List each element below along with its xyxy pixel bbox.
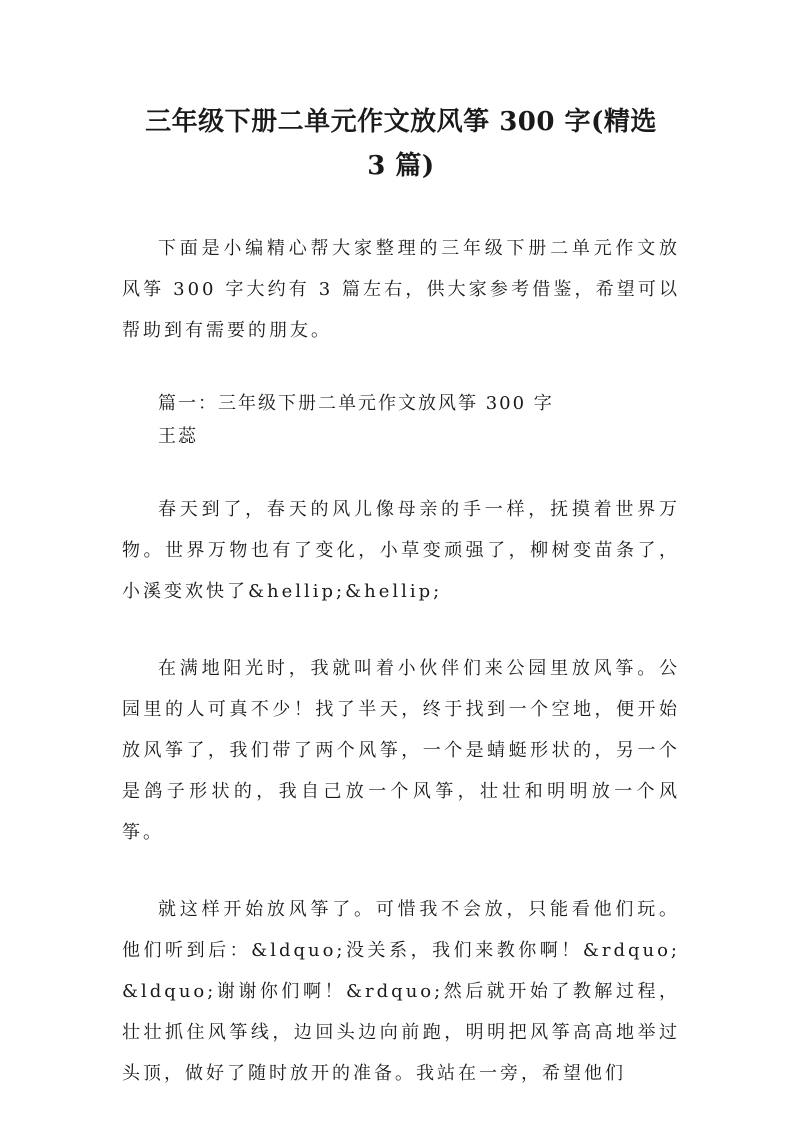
body-paragraph-3: 就这样开始放风筝了。可惜我不会放，只能看他们玩。他们听到后：&ldquo;没关系，我们来教你啊！&rdquo;&ldquo;谢谢你们啊！&rdquo;然后就开始了教解过程，壮壮抓住风筝线，边回头边向前跑，明明把风筝高高地举过头顶，做好了随时放开的准备。我站在一旁，希望他们 [122, 899, 680, 1084]
body-paragraph-2: 在满地阳光时，我就叫着小伙伴们来公园里放风筝。公园里的人可真不少！找了半天，终于找到一个空地，便开始放风筝了，我们带了两个风筝，一个是蜻蜓形状的，另一个是鸽子形状的，我自己放一个风筝，壮壮和明明放一个风筝。 [122, 658, 680, 843]
document-title [122, 100, 680, 188]
spacer [122, 853, 680, 889]
body-paragraph-1: 春天到了，春天的风儿像母亲的手一样，抚摸着世界万物。世界万物也有了变化，小草变顽强了，柳树变苗条了，小溪变欢快了&hellip;&hellip; [122, 499, 680, 602]
spacer [122, 351, 680, 387]
document-title-line-2: 3 篇) [367, 151, 435, 181]
section-author: 王蕊 [158, 426, 198, 447]
intro-paragraph: 下面是小编精心帮大家整理的三年级下册二单元作文放风筝 300 字大约有 3 篇左右，供大家参考借鉴，希望可以帮助到有需要的朋友。 [122, 238, 680, 341]
spacer [122, 453, 680, 489]
document-title-line-1: 三年级下册二单元作文放风筝 300 字(精选 [145, 107, 657, 137]
spacer [122, 612, 680, 648]
section-heading: 篇一：三年级下册二单元作文放风筝 300 字 [158, 393, 554, 414]
